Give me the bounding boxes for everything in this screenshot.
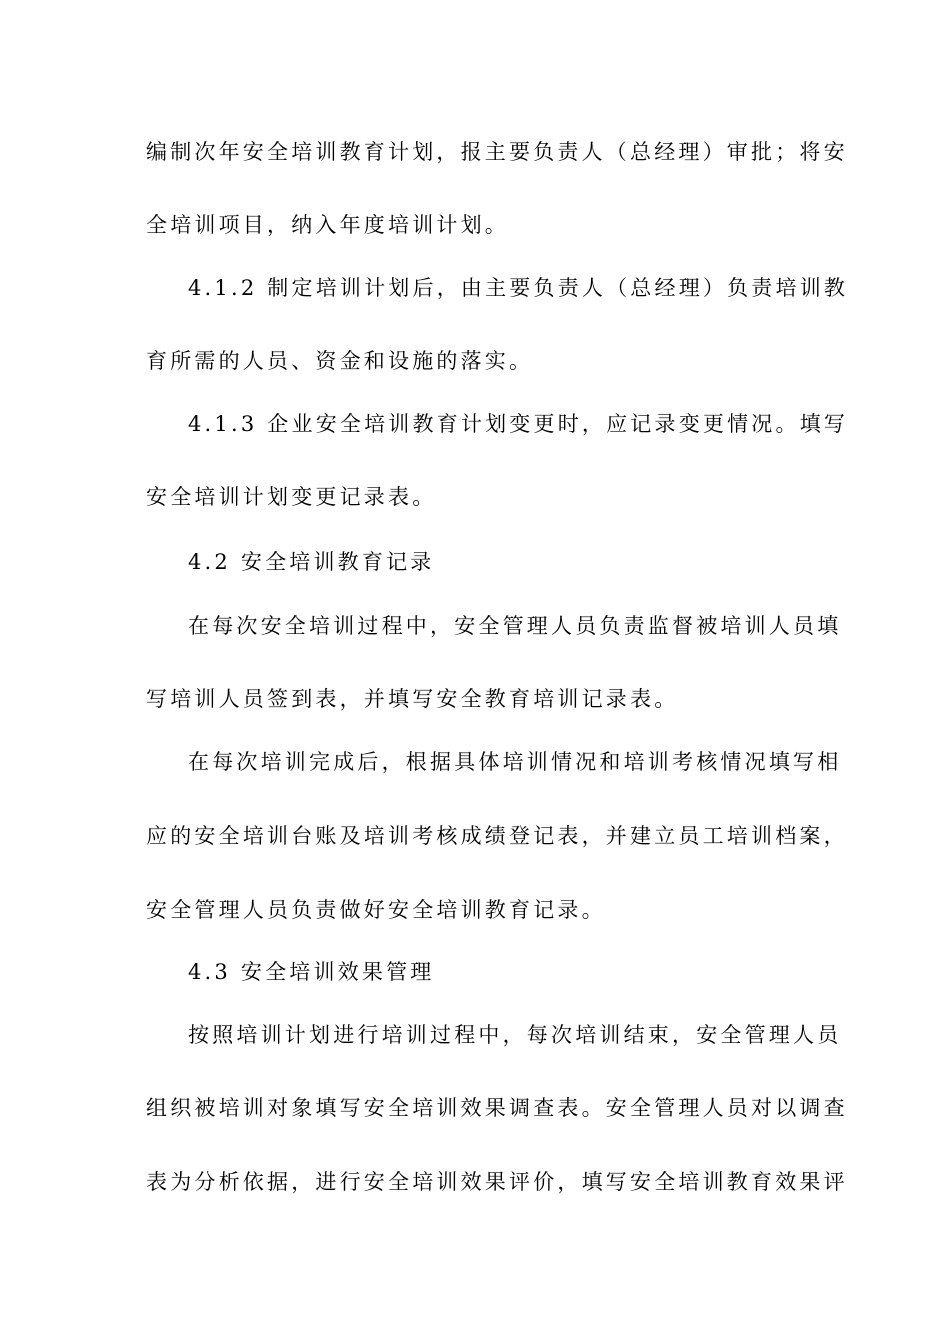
paragraph-line: 安全管理人员负责做好安全培训教育记录。 bbox=[146, 898, 606, 922]
paragraph-line: 组织被培训对象填写安全培训效果调查表。安全管理人员对以调查 bbox=[146, 1096, 848, 1120]
paragraph-line: 写培训人员签到表，并填写安全教育培训记录表。 bbox=[146, 687, 679, 711]
section-heading-4-2: 4.2 安全培训教育记录 bbox=[188, 550, 435, 574]
paragraph-line: 安全培训计划变更记录表。 bbox=[146, 485, 437, 509]
section-heading-4-3: 4.3 安全培训效果管理 bbox=[188, 960, 435, 984]
section-4-1-2-line: 4.1.2 制定培训计划后，由主要负责人（总经理）负责培训教 bbox=[188, 276, 849, 300]
paragraph-line: 按照培训计划进行培训过程中，每次培训结束，安全管理人员 bbox=[188, 1023, 842, 1047]
paragraph-line: 全培训项目，纳入年度培训计划。 bbox=[146, 213, 509, 237]
paragraph-line: 在每次培训完成后，根据具体培训情况和培训考核情况填写相 bbox=[188, 750, 842, 774]
section-4-1-3-line: 4.1.3 企业安全培训教育计划变更时，应记录变更情况。填写 bbox=[188, 412, 849, 436]
paragraph-line: 编制次年安全培训教育计划，报主要负责人（总经理）审批；将安 bbox=[146, 140, 848, 164]
paragraph-line: 育所需的人员、资金和设施的落实。 bbox=[146, 349, 534, 373]
paragraph-line: 应的安全培训台账及培训考核成绩登记表，并建立员工培训档案， bbox=[146, 824, 848, 848]
paragraph-line: 在每次安全培训过程中，安全管理人员负责监督被培训人员填 bbox=[188, 614, 842, 638]
paragraph-line: 表为分析依据，进行安全培训效果评价，填写安全培训教育效果评 bbox=[146, 1170, 848, 1194]
